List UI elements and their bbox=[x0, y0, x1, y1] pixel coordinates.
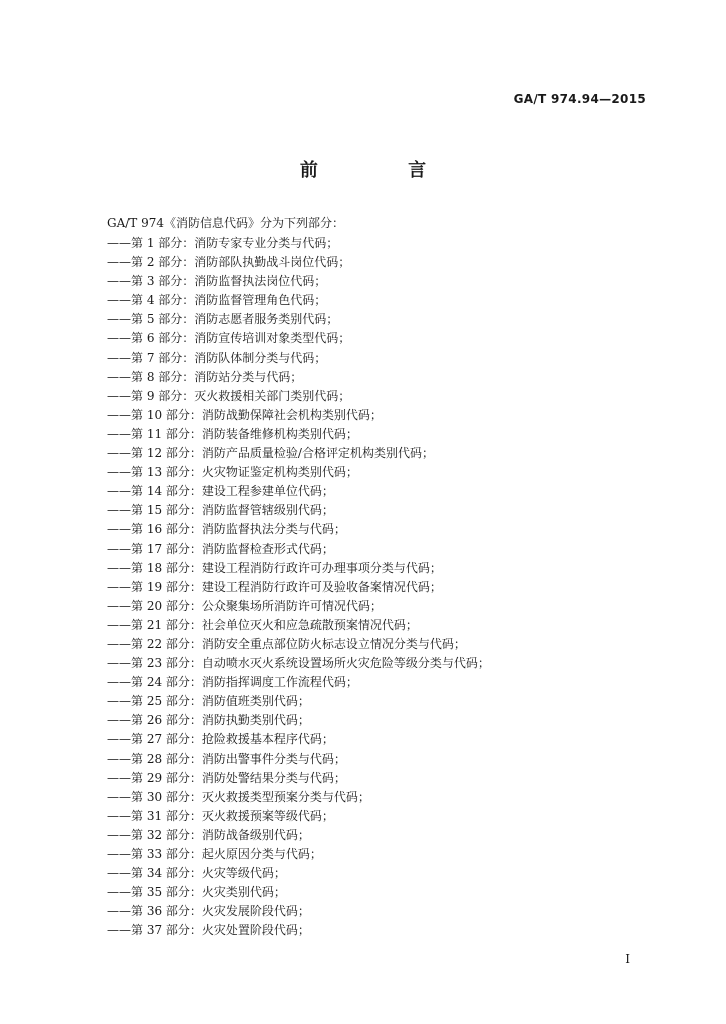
list-item: ——第 3 部分：消防监督执法岗位代码； bbox=[107, 274, 327, 289]
list-item: ——第 6 部分：消防宣传培训对象类型代码； bbox=[107, 331, 351, 346]
list-item: ——第 26 部分：消防执勤类别代码； bbox=[107, 713, 310, 728]
list-item: ——第 24 部分：消防指挥调度工作流程代码； bbox=[107, 675, 358, 690]
list-item: ——第 11 部分：消防装备维修机构类别代码； bbox=[107, 426, 358, 441]
page-title: 前 言 bbox=[299, 160, 469, 181]
list-item: ——第 37 部分：火灾处置阶段代码； bbox=[107, 923, 310, 938]
list-item: ——第 5 部分：消防志愿者服务类别代码； bbox=[107, 312, 339, 327]
list-item: ——第 17 部分：消防监督检查形式代码； bbox=[107, 541, 334, 556]
list-item: ——第 36 部分：火灾发展阶段代码； bbox=[107, 904, 310, 919]
list-item: ——第 29 部分：消防处警结果分类与代码； bbox=[107, 770, 346, 785]
list-item: ——第 4 部分：消防监督管理角色代码； bbox=[107, 293, 327, 308]
list-item: ——第 34 部分：火灾等级代码； bbox=[107, 866, 286, 881]
list-item: ——第 22 部分：消防安全重点部位防火标志设立情况分类与代码； bbox=[107, 636, 466, 651]
list-item: ——第 33 部分：起火原因分类与代码； bbox=[107, 847, 322, 861]
list-item: ——第 28 部分：消防出警事件分类与代码； bbox=[107, 751, 346, 766]
list-item: ——第 20 部分：公众聚集场所消防许可情况代码； bbox=[107, 598, 382, 613]
list-item: ——第 8 部分：消防站分类与代码； bbox=[107, 369, 303, 384]
list-item: ——第 9 部分：灭火救援相关部门类别代码； bbox=[107, 388, 351, 403]
list-item: ——第 23 部分：自动喷水灭火系统设置场所火灾危险等级分类与代码； bbox=[107, 656, 490, 671]
list-item: ——第 18 部分：建设工程消防行政许可办理事项分类与代码； bbox=[107, 560, 442, 575]
standard-code: GA/T 974.94—2015 bbox=[513, 92, 646, 106]
list-item: ——第 27 部分：抢险救援基本程序代码； bbox=[107, 732, 334, 747]
list-item: ——第 2 部分：消防部队执勤战斗岗位代码； bbox=[107, 255, 351, 270]
parts-list bbox=[107, 234, 490, 940]
list-item: ——第 16 部分：消防监督执法分类与代码； bbox=[107, 522, 346, 537]
list-item: ——第 14 部分：建设工程参建单位代码； bbox=[107, 484, 334, 499]
list-item: ——第 31 部分：灭火救援预案等级代码； bbox=[107, 808, 334, 823]
intro-paragraph: GA/T 974《消防信息代码》分为下列部分： bbox=[107, 216, 345, 230]
page-number: I bbox=[625, 952, 630, 966]
list-item: ——第 12 部分：消防产品质量检验/合格评定机构类别代码； bbox=[107, 446, 434, 461]
list-item: ——第 7 部分：消防队体制分类与代码； bbox=[107, 350, 327, 365]
list-item: ——第 13 部分：火灾物证鉴定机构类别代码； bbox=[107, 465, 358, 480]
list-item: ——第 35 部分：火灾类别代码； bbox=[107, 885, 286, 900]
list-item: ——第 32 部分：消防战备级别代码； bbox=[107, 827, 310, 842]
list-item: ——第 19 部分：建设工程消防行政许可及验收备案情况代码； bbox=[107, 579, 442, 594]
list-item: ——第 30 部分：灭火救援类型预案分类与代码； bbox=[107, 789, 370, 804]
list-item: ——第 10 部分：消防战勤保障社会机构类别代码； bbox=[107, 407, 382, 422]
list-item: ——第 21 部分：社会单位灭火和应急疏散预案情况代码； bbox=[107, 617, 418, 632]
list-item: ——第 1 部分：消防专家专业分类与代码； bbox=[107, 236, 339, 250]
list-item: ——第 25 部分：消防值班类别代码； bbox=[107, 694, 310, 709]
list-item: ——第 15 部分：消防监督管辖级别代码； bbox=[107, 503, 334, 518]
